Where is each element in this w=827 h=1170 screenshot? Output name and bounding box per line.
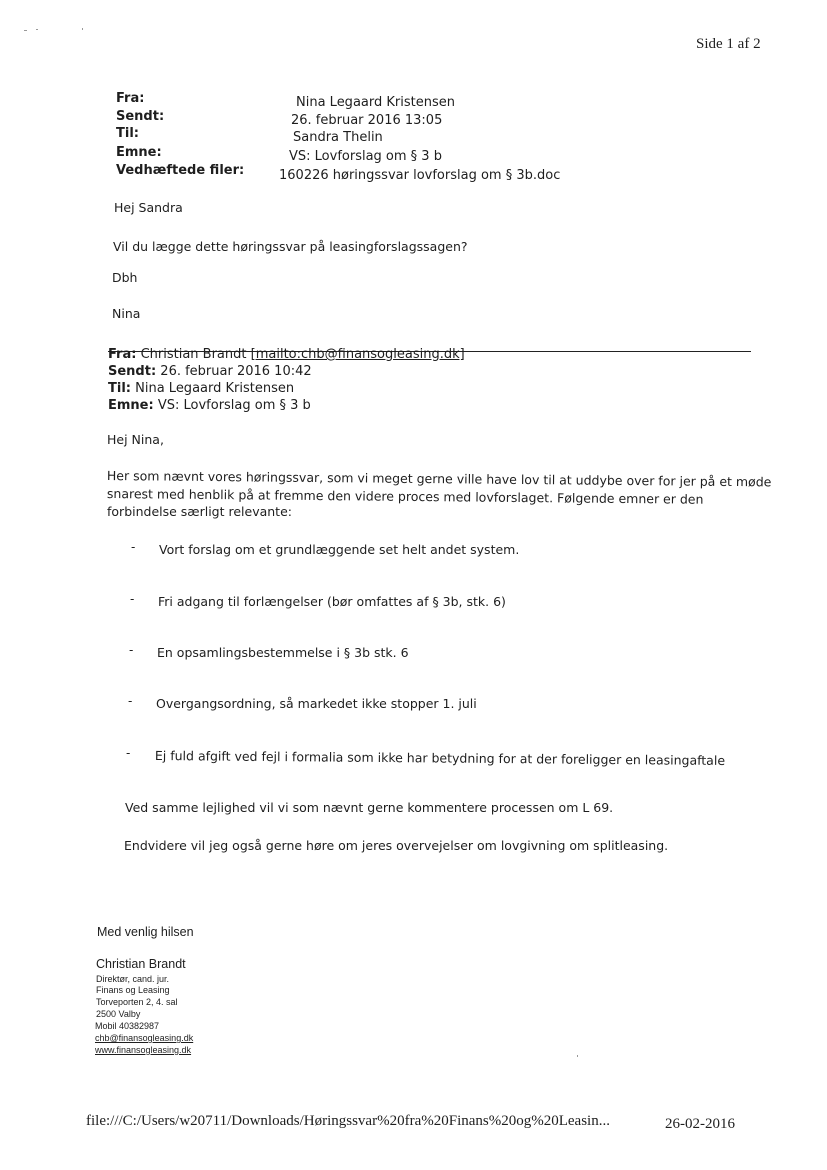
signature-website-link[interactable]: www.finansogleasing.dk [95,1045,192,1055]
footer-date: 26-02-2016 [665,1116,735,1132]
scan-speck [36,29,38,30]
forwarded-to [108,381,294,396]
bullet-item-3: En opsamlingsbestemmelse i § 3b stk. 6 [157,645,409,660]
forwarded-greeting: Hej Nina, [107,432,164,447]
scan-speck [82,28,83,30]
forwarded-from-label: Fra: [108,347,137,362]
forwarded-from-mailto-link[interactable]: [mailto:chb@finansogleasing.dk] [250,347,465,362]
closing: Dbh [112,270,138,285]
page-number: Side 1 af 2 [696,36,761,52]
from-value: Nina Legaard Kristensen [296,95,455,110]
greeting: Hej Sandra [114,200,183,215]
forwarded-to-value: Nina Legaard Kristensen [135,381,295,396]
bullet-item-4: Overgangsordning, så markedet ikke stopper 1. juli [156,696,477,711]
attachments-label: Vedhæftede filer: [116,163,245,178]
signature-email-link[interactable]: chb@finansogleasing.dk [95,1033,194,1043]
forwarded-from-name: Christian Brandt [140,347,247,362]
bullet-item-5: Ej fuld afgift ved fejl i formalia som ikke har betydning for at der foreligger en leasingaftale [154,748,726,768]
forwarded-subject [108,398,311,413]
signature-city: 2500 Valby [96,1009,141,1019]
to-label: Til: [116,126,139,141]
to-value: Sandra Thelin [293,130,383,145]
paragraph-line-1: Her som nævnt vores høringssvar, som vi meget gerne ville have lov til at uddybe over for jer på et møde [106,468,772,490]
bullet-marker: - [129,643,134,657]
forwarded-to-label: Til: [108,381,131,396]
bullet-marker: - [130,592,135,606]
sent-value: 26. februar 2016 13:05 [291,113,443,128]
forwarded-sent-value: 26. februar 2016 10:42 [160,364,312,379]
footer-file-url: file:///C:/Users/w20711/Downloads/Høringssvar%20fra%20Finans%20og%20Leasin... [86,1113,610,1129]
forwarded-subject-label: Emne: [108,398,154,413]
bullet-marker: - [131,540,136,554]
scan-speck [577,1055,578,1057]
forwarded-sent-label: Sendt: [108,364,157,379]
sent-label: Sendt: [116,109,165,124]
scan-speck [24,30,27,31]
signature-title: Direktør, cand. jur. [96,974,170,984]
bullet-item-1: Vort forslag om et grundlæggende set helt andet system. [159,542,520,557]
request-text: Vil du lægge dette høringssvar på leasingforslagssagen? [113,239,468,254]
signature-mobile: Mobil 40382987 [95,1021,160,1031]
bullet-marker: - [126,746,131,760]
signature-company: Finans og Leasing [96,985,170,995]
sender-signature: Nina [112,306,141,321]
subject-value: VS: Lovforslag om § 3 b [289,149,442,164]
bullet-marker: - [128,694,133,708]
paragraph-l69: Ved samme lejlighed vil vi som nævnt gerne kommentere processen om L 69. [125,800,614,815]
forwarded-from [108,347,465,362]
attachment-filename[interactable]: 160226 høringssvar lovforslag om § 3b.doc [279,168,561,183]
signature-name: Christian Brandt [96,957,186,971]
forwarded-subject-value: VS: Lovforslag om § 3 b [157,398,311,413]
bullet-item-2: Fri adgang til forlængelser (bør omfattes af § 3b, stk. 6) [158,594,506,609]
paragraph-splitleasing: Endvidere vil jeg også gerne høre om jeres overvejelser om lovgivning om splitleasing. [124,838,669,853]
subject-label: Emne: [116,145,162,160]
forwarded-sent [108,364,312,379]
from-label: Fra: [116,91,145,106]
regards: Med venlig hilsen [97,925,194,939]
paragraph-line-2: snarest med henblik på at fremme den videre proces med lovforslaget. Følgende emner er den [106,486,704,507]
paragraph-line-3: forbindelse særligt relevante: [107,504,292,519]
signature-address: Torveporten 2, 4. sal [96,997,178,1007]
